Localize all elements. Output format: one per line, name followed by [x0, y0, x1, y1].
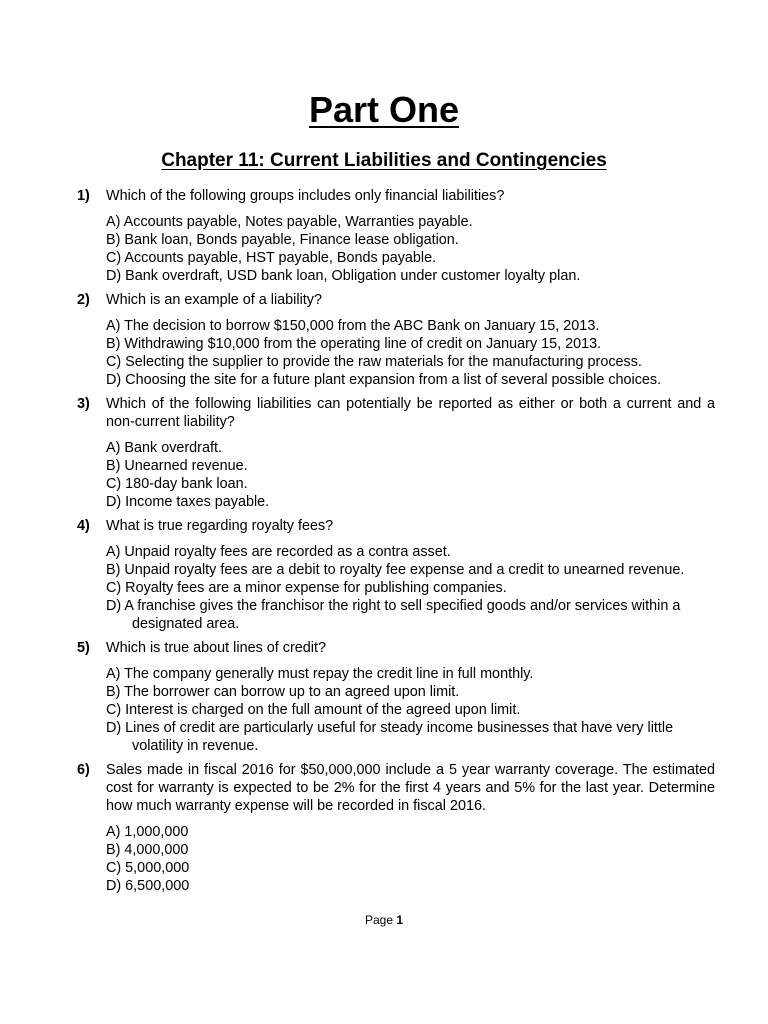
- question-text: Which is an example of a liability?: [106, 292, 322, 308]
- question-2: [77, 291, 715, 389]
- answer-option: C) Interest is charged on the full amount of the agreed upon limit.: [106, 702, 521, 718]
- page-footer: [0, 912, 768, 928]
- question-1: [77, 187, 715, 285]
- answer-option: B) Unearned revenue.: [106, 458, 248, 474]
- question-number: 6): [77, 762, 90, 778]
- question-text: Which of the following liabilities can potentially be reported as either or both a current and a non-current liability?: [106, 396, 715, 430]
- answer-option: A) The decision to borrow $150,000 from the ABC Bank on January 15, 2013.: [106, 318, 600, 334]
- question-number: 3): [77, 396, 90, 412]
- question-number: 1): [77, 188, 90, 204]
- question-list: [77, 187, 715, 901]
- answer-option: A) Unpaid royalty fees are recorded as a contra asset.: [106, 544, 451, 560]
- answer-option: D) Income taxes payable.: [106, 494, 270, 510]
- question-number: 2): [77, 292, 90, 308]
- answer-option: C) Royalty fees are a minor expense for publishing companies.: [106, 580, 507, 596]
- question-text: Sales made in fiscal 2016 for $50,000,000 include a 5 year warranty coverage. The estimated cost for warranty is expected to be 2% for the first 4 years and 5% for the last year. Determine how much warranty expense will be recorded in fiscal 2016.: [106, 762, 715, 814]
- part-title-text: Part One: [308, 89, 460, 130]
- question-text: Which of the following groups includes only financial liabilities?: [106, 188, 505, 204]
- answer-option: B) The borrower can borrow up to an agreed upon limit.: [106, 684, 460, 700]
- answer-option: D) 6,500,000: [106, 878, 190, 894]
- answer-option: D) Bank overdraft, USD bank loan, Obligation under customer loyalty plan.: [106, 268, 581, 284]
- question-number: 5): [77, 640, 90, 656]
- answer-option: D) Choosing the site for a future plant expansion from a list of several possible choices.: [106, 372, 662, 388]
- question-number: 4): [77, 518, 90, 534]
- answer-option: C) 180-day bank loan.: [106, 476, 248, 492]
- answer-option: A) Bank overdraft.: [106, 440, 222, 456]
- question-4: [77, 517, 715, 633]
- page-number: 1: [396, 913, 404, 927]
- question-3: [77, 395, 715, 511]
- answer-option: D) Lines of credit are particularly useful for steady income businesses that have very little volatility in revenue.: [106, 720, 674, 754]
- answer-option: A) Accounts payable, Notes payable, Warranties payable.: [106, 214, 473, 230]
- question-5: [77, 639, 715, 755]
- answer-option: A) 1,000,000: [106, 824, 189, 840]
- chapter-title-text: Chapter 11: Current Liabilities and Contingencies: [161, 150, 607, 171]
- question-6: [77, 761, 715, 895]
- answer-option: D) A franchise gives the franchisor the right to sell specified goods and/or services within a designated area.: [106, 598, 681, 632]
- answer-option: B) 4,000,000: [106, 842, 189, 858]
- question-text: What is true regarding royalty fees?: [106, 518, 334, 534]
- part-title: [0, 88, 768, 132]
- answer-option: C) Accounts payable, HST payable, Bonds payable.: [106, 250, 437, 266]
- answer-option: B) Withdrawing $10,000 from the operating line of credit on January 15, 2013.: [106, 336, 602, 352]
- chapter-title: [0, 149, 768, 173]
- page-label: Page: [364, 913, 393, 927]
- answer-option: C) Selecting the supplier to provide the raw materials for the manufacturing process.: [106, 354, 642, 370]
- answer-option: C) 5,000,000: [106, 860, 190, 876]
- answer-option: B) Unpaid royalty fees are a debit to royalty fee expense and a credit to unearned revenue.: [106, 562, 685, 578]
- answer-option: B) Bank loan, Bonds payable, Finance lease obligation.: [106, 232, 459, 248]
- question-text: Which is true about lines of credit?: [106, 640, 326, 656]
- answer-option: A) The company generally must repay the credit line in full monthly.: [106, 666, 534, 682]
